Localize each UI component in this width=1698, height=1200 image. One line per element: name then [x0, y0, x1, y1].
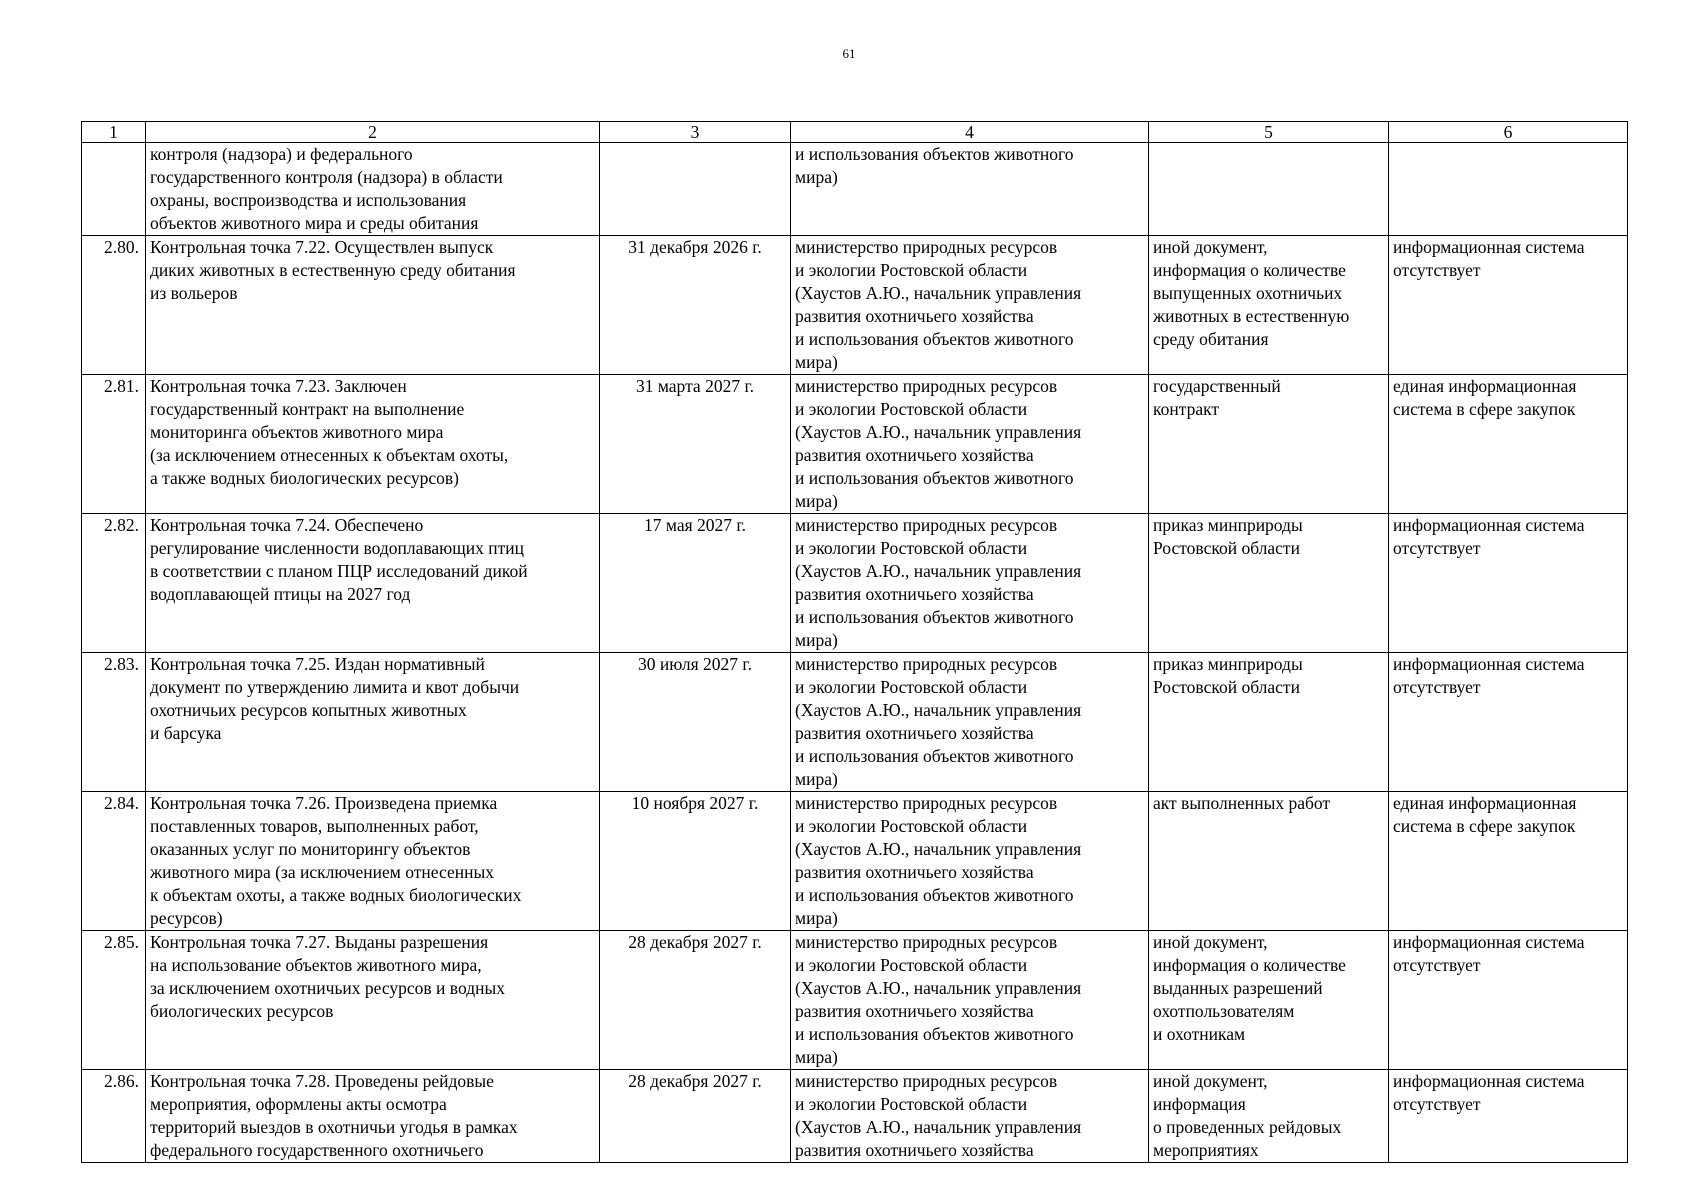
row-number-cell: 2.80.: [82, 236, 146, 375]
description-cell: Контрольная точка 7.28. Проведены рейдовые мероприятия, оформлены акты осмотра территорий выездов в охотничьи угодья в рамках федерального государственного охотничьего: [146, 1070, 600, 1163]
row-number-cell: 2.83.: [82, 653, 146, 792]
responsible-cell: министерство природных ресурсов и экологии Ростовской области (Хаустов А.Ю., начальник управления развития охотничьего хозяйства и использования объектов животного мира): [791, 236, 1149, 375]
column-header: 6: [1389, 122, 1628, 143]
description-cell: контроля (надзора) и федерального государственного контроля (надзора) в области охраны, воспроизводства и использования объектов животного мира и среды обитания: [146, 143, 600, 236]
table-row: [82, 653, 1628, 792]
responsible-cell: министерство природных ресурсов и экологии Ростовской области (Хаустов А.Ю., начальник управления развития охотничьего хозяйства и использования объектов животного мира): [791, 792, 1149, 931]
document-cell: [1149, 143, 1389, 236]
control-points-table: [81, 121, 1628, 1163]
document-cell: приказ минприроды Ростовской области: [1149, 653, 1389, 792]
date-cell: 10 ноября 2027 г.: [600, 792, 791, 931]
row-number-cell: [82, 143, 146, 236]
responsible-cell: министерство природных ресурсов и экологии Ростовской области (Хаустов А.Ю., начальник управления развития охотничьего хозяйства и использования объектов животного мира): [791, 375, 1149, 514]
date-cell: 30 июля 2027 г.: [600, 653, 791, 792]
description-cell: Контрольная точка 7.25. Издан нормативный документ по утверждению лимита и квот добычи охотничьих ресурсов копытных животных и барсука: [146, 653, 600, 792]
table-row: [82, 514, 1628, 653]
column-header: 2: [146, 122, 600, 143]
table-row-continuation: [82, 143, 1628, 236]
information-system-cell: информационная система отсутствует: [1389, 1070, 1628, 1163]
responsible-cell: министерство природных ресурсов и экологии Ростовской области (Хаустов А.Ю., начальник управления развития охотничьего хозяйства и использования объектов животного мира): [791, 653, 1149, 792]
information-system-cell: [1389, 143, 1628, 236]
date-cell: 31 декабря 2026 г.: [600, 236, 791, 375]
responsible-cell: и использования объектов животного мира): [791, 143, 1149, 236]
information-system-cell: единая информационная система в сфере закупок: [1389, 792, 1628, 931]
row-number-cell: 2.84.: [82, 792, 146, 931]
information-system-cell: единая информационная система в сфере закупок: [1389, 375, 1628, 514]
date-cell: 28 декабря 2027 г.: [600, 1070, 791, 1163]
description-cell: Контрольная точка 7.27. Выданы разрешения на использование объектов животного мира, за исключением охотничьих ресурсов и водных биологических ресурсов: [146, 931, 600, 1070]
date-cell: [600, 143, 791, 236]
document-cell: иной документ, информация о количестве выданных разрешений охотпользователям и охотникам: [1149, 931, 1389, 1070]
document-cell: иной документ, информация о количестве выпущенных охотничьих животных в естественную среду обитания: [1149, 236, 1389, 375]
document-cell: акт выполненных работ: [1149, 792, 1389, 931]
column-header: 4: [791, 122, 1149, 143]
description-cell: Контрольная точка 7.26. Произведена приемка поставленных товаров, выполненных работ, оказанных услуг по мониторингу объектов животного мира (за исключением отнесенных к объектам охоты, а также водных биологических ресурсов): [146, 792, 600, 931]
row-number-cell: 2.85.: [82, 931, 146, 1070]
document-cell: приказ минприроды Ростовской области: [1149, 514, 1389, 653]
date-cell: 31 марта 2027 г.: [600, 375, 791, 514]
date-cell: 28 декабря 2027 г.: [600, 931, 791, 1070]
page-number: 61: [842, 46, 856, 61]
row-number-cell: 2.82.: [82, 514, 146, 653]
table-row: [82, 931, 1628, 1070]
information-system-cell: информационная система отсутствует: [1389, 653, 1628, 792]
table-header-row: [82, 122, 1628, 143]
responsible-cell: министерство природных ресурсов и экологии Ростовской области (Хаустов А.Ю., начальник управления развития охотничьего хозяйства: [791, 1070, 1149, 1163]
responsible-cell: министерство природных ресурсов и экологии Ростовской области (Хаустов А.Ю., начальник управления развития охотничьего хозяйства и использования объектов животного мира): [791, 514, 1149, 653]
row-number-cell: 2.86.: [82, 1070, 146, 1163]
row-number-cell: 2.81.: [82, 375, 146, 514]
information-system-cell: информационная система отсутствует: [1389, 514, 1628, 653]
column-header: 1: [82, 122, 146, 143]
date-cell: 17 мая 2027 г.: [600, 514, 791, 653]
document-cell: иной документ, информация о проведенных рейдовых мероприятиях: [1149, 1070, 1389, 1163]
column-header: 3: [600, 122, 791, 143]
information-system-cell: информационная система отсутствует: [1389, 236, 1628, 375]
table-row: [82, 1070, 1628, 1163]
information-system-cell: информационная система отсутствует: [1389, 931, 1628, 1070]
table-row: [82, 236, 1628, 375]
responsible-cell: министерство природных ресурсов и экологии Ростовской области (Хаустов А.Ю., начальник управления развития охотничьего хозяйства и использования объектов животного мира): [791, 931, 1149, 1070]
description-cell: Контрольная точка 7.23. Заключен государственный контракт на выполнение мониторинга объектов животного мира (за исключением отнесенных к объектам охоты, а также водных биологических ресурсов): [146, 375, 600, 514]
table-row: [82, 375, 1628, 514]
column-header: 5: [1149, 122, 1389, 143]
description-cell: Контрольная точка 7.24. Обеспечено регулирование численности водоплавающих птиц в соответствии с планом ПЦР исследований дикой водоплавающей птицы на 2027 год: [146, 514, 600, 653]
table-row: [82, 792, 1628, 931]
description-cell: Контрольная точка 7.22. Осуществлен выпуск диких животных в естественную среду обитания из вольеров: [146, 236, 600, 375]
document-cell: государственный контракт: [1149, 375, 1389, 514]
